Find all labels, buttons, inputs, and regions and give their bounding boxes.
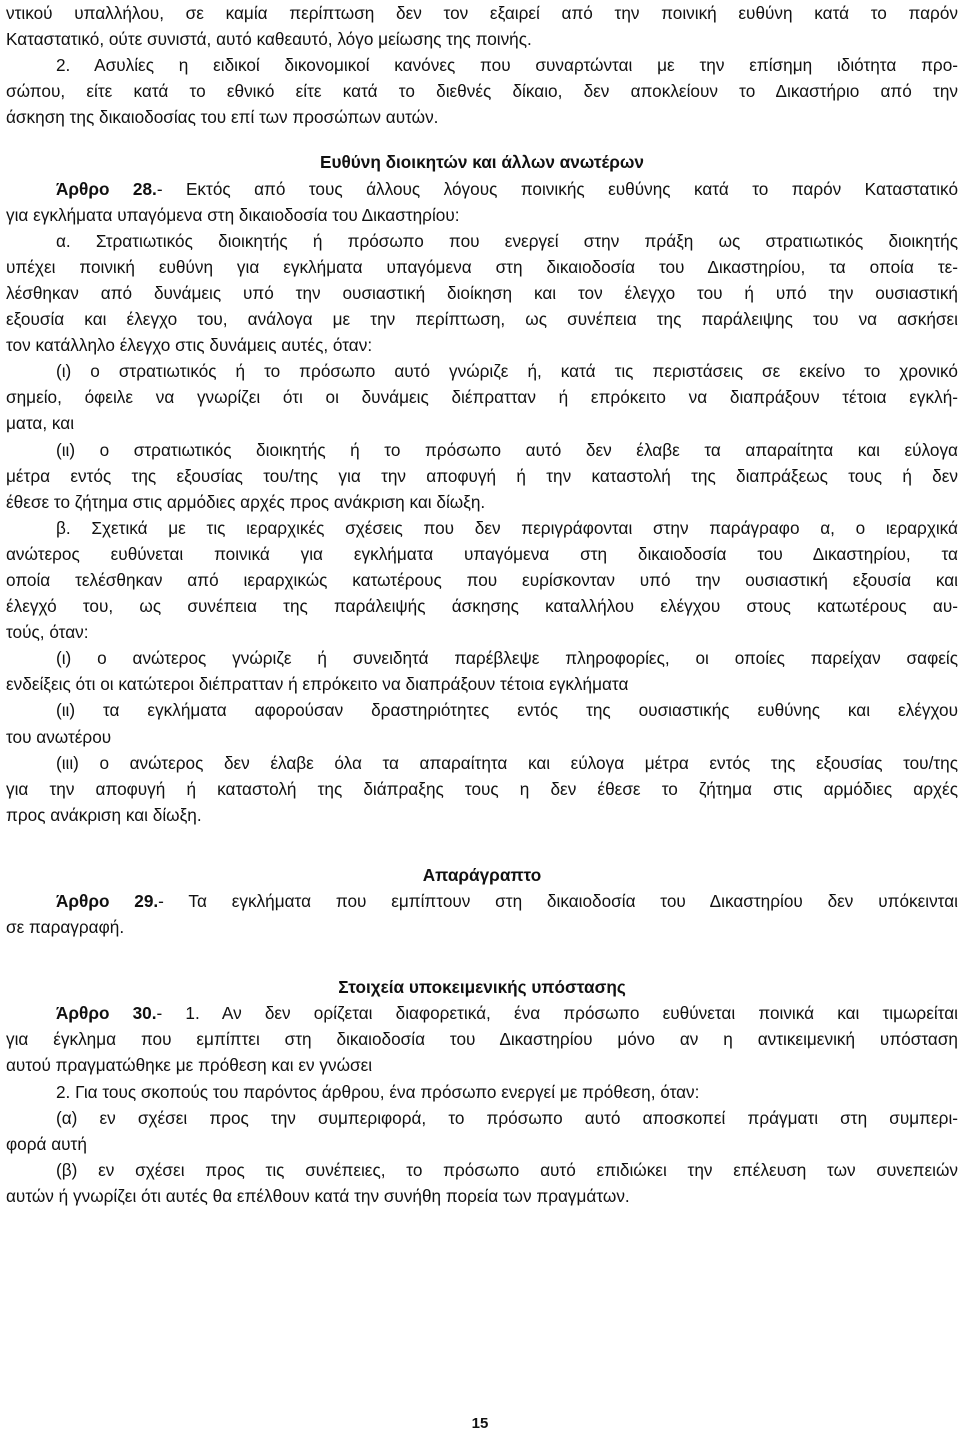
paragraph-continuation	[6, 0, 958, 52]
article-text: - 1. Αν δεν ορίζεται διαφορετικά, ένα πρόσωπο ευθύνεται ποινικά και τιμωρείται	[156, 1003, 958, 1024]
text-line: (α) εν σχέσει προς την συμπεριφορά, το πρόσωπο αυτό αποσκοπεί πράγματι στη συμπερι-	[56, 1107, 958, 1128]
article-label: Άρθρο 28.	[56, 178, 157, 199]
article-text: - Εκτός από τους άλλους λόγους ποινικής ευθύνης κατά το παρόν Καταστατικό	[156, 178, 959, 199]
text-line: φορά αυτή	[6, 1133, 87, 1154]
text-line: για την αποφυγή ή καταστολή της διάπραξης τους η δεν έθεσε το ζήτημα στις αρμόδιες αρχές	[6, 778, 958, 799]
text-line: για εγκλήματα υπαγόμενα στη δικαιοδοσία του Δικαστηρίου:	[6, 204, 460, 225]
paragraph-b-iii	[6, 750, 958, 828]
page-number: 15	[471, 1415, 489, 1432]
document-page	[6, 0, 958, 1209]
text-line: Καταστατικό, ούτε συνιστά, αυτό καθεαυτό, λόγο μείωσης της ποινής.	[6, 29, 532, 50]
text-line: σε παραγραφή.	[6, 917, 125, 938]
text-line: τούς, όταν:	[6, 622, 89, 643]
text-line: αυτών ή γνωρίζει ότι αυτές θα επέλθουν κατά την συνήθη πορεία των πραγμάτων.	[6, 1185, 630, 1206]
paragraph-immunities	[6, 52, 958, 130]
text-line: τον κατάλληλο έλεγχο στις δυνάμεις αυτές, όταν:	[6, 335, 373, 356]
text-line: ανώτερος ευθύνεται ποινικά για εγκλήματα υπαγόμενα στη δικαιοδοσία του Δικαστηρίου, τα	[6, 543, 958, 564]
paragraph-b-ii	[6, 697, 958, 749]
text-line: υπέχει ποινική ευθύνη για εγκλήματα υπαγόμενα στη δικαιοδοσία του Δικαστηρίου, τα οποία τε-	[6, 256, 958, 277]
text-line: οποία τελέσθηκαν από ιεραρχικώς κατωτέρους που ευρίσκονταν υπό την ουσιαστική εξουσία και	[6, 569, 958, 590]
text-line: άσκηση της δικαιοδοσίας του επί των προσώπων αυτών.	[6, 107, 439, 128]
text-line: για έγκλημα που εμπίπτει στη δικαιοδοσία του Δικαστηρίου μόνο αν η αντικειμενική υπόσταση	[6, 1029, 958, 1050]
article-label: Άρθρο 29.	[56, 891, 159, 911]
text-line: εξουσία και έλεγχο του, ανάλογα με την περίπτωση, ως συνέπεια της παράλειψης του να ασκήσει	[6, 309, 958, 330]
text-line: 2. Ασυλίες η ειδικοί δικονομικοί κανόνες που συναρτώνται με την επίσημη ιδιότητα προ-	[56, 55, 958, 76]
paragraph-b	[6, 515, 958, 645]
text-line: (ι) ο στρατιωτικός ή το πρόσωπο αυτό γνώριζε ή, κατά τις περιστάσεις σε εκείνο το χρονικό	[56, 361, 958, 382]
paragraph-b-i	[6, 645, 958, 697]
text-line: έθεσε το ζήτημα στις αρμόδιες αρχές προς ανάκριση και δίωξη.	[6, 491, 486, 512]
text-line: μέτρα εντός της εξουσίας του/της για την αποφυγή ή την καταστολή της διαπράξεως τους ή δεν	[6, 465, 958, 486]
text-line: (ιι) ο στρατιωτικός διοικητής ή το πρόσωπο αυτό δεν έλαβε τα απαραίτητα και εύλογα	[56, 439, 958, 460]
section-heading: Στοιχεία υποκειμενικής υπόστασης	[338, 977, 626, 998]
text-line: 2. Για τους σκοπούς του παρόντος άρθρου, ένα πρόσωπο ενεργεί με πρόθεση, όταν:	[56, 1081, 700, 1102]
article-text: - Τα εγκλήματα που εμπίπτουν στη δικαιοδοσία του Δικαστηρίου δεν υπόκεινται	[158, 891, 958, 911]
text-line: σώπου, είτε κατά το εθνικό είτε κατά το διεθνές δίκαιο, δεν αποκλείουν το Δικαστήριο από την	[6, 81, 958, 102]
section-heading: Απαράγραπτο	[422, 864, 542, 885]
text-line: (ιιι) ο ανώτερος δεν έλαβε όλα τα απαραίτητα και εύλογα μέτρα εντός της εξουσίας του/της	[56, 752, 958, 773]
paragraph-30-a	[6, 1105, 958, 1157]
text-line: έλεγχό του, ως συνέπεια της παράλειψής άσκησης καταλλήλου ελέγχου στους κατωτέρους αυ-	[6, 596, 958, 617]
article-28	[6, 149, 958, 827]
article-label: Άρθρο 30.	[56, 1003, 157, 1024]
text-line: αυτού πραγματώθηκε με πρόθεση και εν γνώσει	[6, 1055, 373, 1076]
section-heading: Ευθύνη διοικητών και άλλων ανωτέρων	[320, 152, 644, 173]
text-line: λέσθηκαν από δυνάμεις υπό την ουσιαστική διοίκηση και τον έλεγχο του ή υπό την ουσιαστική	[6, 282, 958, 303]
text-line: σημείο, όφειλε να γνωρίζει ότι οι δυνάμεις διέπρατταν ή επρόκειτο να διαπράξουν τέτοια εγκλή-	[6, 387, 958, 408]
text-line: α. Στρατιωτικός διοικητής ή πρόσωπο που ενεργεί στην πράξη ως στρατιωτικός διοικητής	[56, 230, 958, 251]
text-line: ενδείξεις ότι οι κατώτεροι διέπρατταν ή επρόκειτο να διαπράξουν τέτοια εγκλήματα	[6, 674, 629, 695]
text-line: του ανωτέρου	[6, 726, 112, 747]
paragraph-30-b	[6, 1157, 958, 1209]
article-intro-line	[6, 888, 958, 914]
text-line: ματα, και	[6, 413, 75, 434]
text-line: (ι) ο ανώτερος γνώριζε ή συνειδητά παρέβλεψε πληροφορίες, οι οποίες παρείχαν σαφείς	[56, 648, 958, 669]
article-29	[6, 862, 958, 940]
text-line: β. Σχετικά με τις ιεραρχικές σχέσεις που δεν περιγράφονται στην παράγραφο α, ο ιεραρχικά	[56, 517, 958, 538]
article-30	[6, 974, 958, 1209]
paragraph-a-ii	[6, 437, 958, 515]
article-intro-line	[6, 176, 958, 202]
text-line: ντικού υπαλλήλου, σε καμία περίπτωση δεν τον εξαιρεί από την ποινική ευθύνη κατά το παρόν	[6, 3, 958, 23]
text-line: προς ανάκριση και δίωξη.	[6, 804, 202, 825]
paragraph-a-i	[6, 358, 958, 436]
text-line: (ιι) τα εγκλήματα αφορούσαν δραστηριότητες εντός της ουσιαστικής ευθύνης και ελέγχου	[56, 700, 958, 721]
article-intro-line	[6, 1000, 958, 1026]
text-line: (β) εν σχέσει προς τις συνέπειες, το πρόσωπο αυτό επιδιώκει την επέλευση των συνεπειών	[56, 1159, 958, 1180]
paragraph-a	[6, 228, 958, 358]
